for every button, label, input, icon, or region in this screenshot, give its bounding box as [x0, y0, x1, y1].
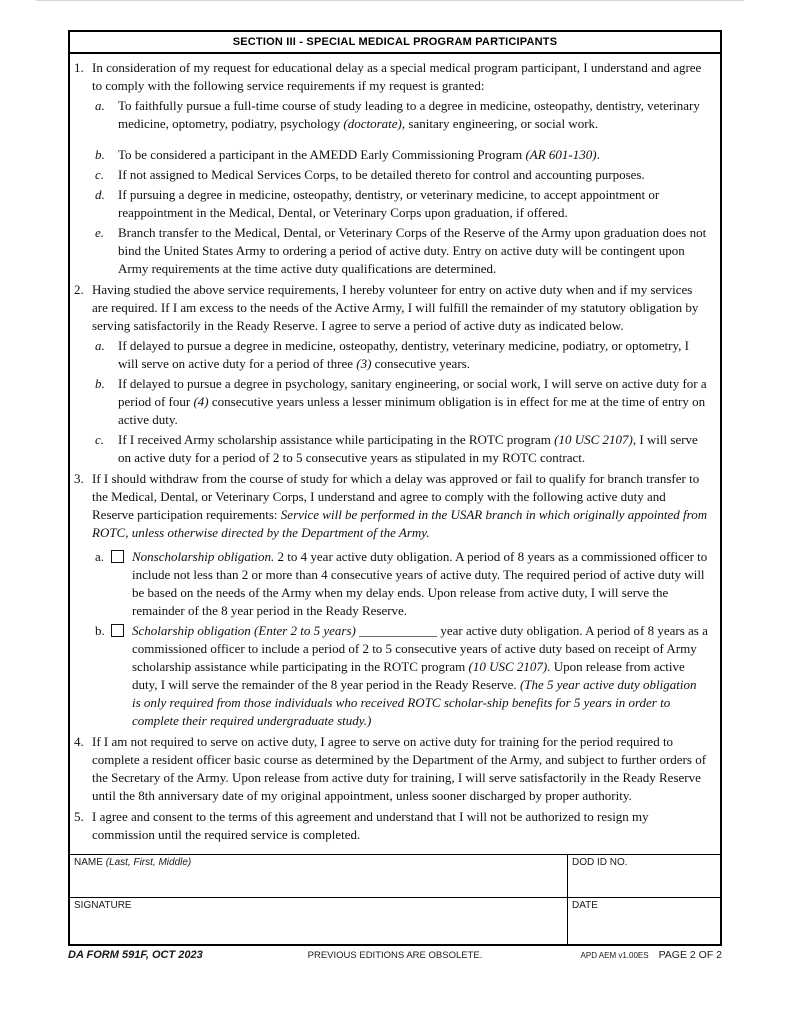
- paragraph-1b: [95, 146, 708, 164]
- item-text: [118, 431, 708, 467]
- text-segment: In consideration of my request for educational delay as a special medical program participant, I understand and agree to comply with the following service requirements if my request is granted:: [92, 60, 702, 93]
- page-indicator: PAGE 2 OF 2: [658, 949, 722, 961]
- paragraph-2b: [95, 375, 708, 429]
- text-segment: (10 USC 2107),: [554, 432, 637, 447]
- text-segment: Nonscholarship obligation.: [132, 549, 275, 564]
- signature-block: [70, 854, 720, 944]
- text-segment: sanitary engineering, or social work.: [405, 116, 599, 131]
- item-number: 4.: [74, 734, 84, 749]
- item-text: [118, 146, 708, 164]
- item-number: 1.: [74, 60, 84, 75]
- item-number: 3.: [74, 471, 84, 486]
- text-segment: If pursuing a degree in medicine, osteopathy, dentistry, or veterinary medicine, to accept appointment or reappointment in the Medical, Dental, or Veterinary Corps upon graduation, if offered.: [118, 187, 660, 220]
- paragraph-1d: [95, 186, 708, 222]
- item-text: [92, 281, 708, 335]
- paragraph-5: [74, 808, 708, 844]
- signature-row: [70, 897, 720, 944]
- text-segment: (10 USC 2107).: [468, 659, 551, 674]
- paragraph-3a: [95, 548, 708, 620]
- text-segment: consecutive years unless a lesser minimum obligation is in effect for me at the time of entry on active duty.: [118, 394, 706, 427]
- item-number: e.: [95, 225, 105, 240]
- form-number: DA FORM 591F, OCT 2023: [68, 949, 203, 961]
- name-field-cell[interactable]: [70, 855, 567, 897]
- item-text-rest: [132, 623, 708, 728]
- apd-version: APD AEM v1.00ES: [580, 951, 649, 960]
- obsolete-note: PREVIOUS EDITIONS ARE OBSOLETE.: [307, 950, 483, 961]
- paragraph-2c: [95, 431, 708, 467]
- text-segment: .: [596, 147, 600, 162]
- item-text: [92, 733, 708, 805]
- checkbox-scholarship-obligation[interactable]: [111, 624, 124, 637]
- paragraph-1e: [95, 224, 708, 278]
- text-segment: (4): [193, 394, 209, 409]
- signature-label: SIGNATURE: [74, 900, 132, 911]
- text-segment: I will serve on active duty for a period of 2 to 5 consecutive years as stipulated in my ROTC contract.: [118, 432, 698, 465]
- text-segment: Upon release from active duty, I will serve the remainder of the 8 year period in the Ready Reserve.: [132, 659, 685, 692]
- paragraph-1c: [95, 166, 708, 184]
- text-segment: Scholarship obligation (Enter 2 to 5 years): [132, 623, 356, 638]
- item-text: [92, 470, 708, 542]
- text-segment: Branch transfer to the Medical, Dental, or Veterinary Corps of the Reserve of the Army upon graduation does not bind the United States Army to ordering a period of active duty. Entry on active duty will be contingent upon Army requirements at the time active duty qualifications are determined.: [118, 225, 707, 276]
- text-segment: Service will be performed in the USAR branch in which originally appointed from ROTC, unless otherwise directed by the Department of the Army.: [92, 507, 708, 540]
- text-segment: I agree and consent to the terms of this agreement and understand that I will not be authorized to resign my commission until the required service is completed.: [92, 809, 649, 842]
- text-segment: If I am not required to serve on active duty, I agree to serve on active duty for training for the period required to complete a resident officer basic course as determined by the Department of the Army, and subject to further orders of the Secretary of the Army. Upon release from active duty for training, I will serve satisfactorily in the Ready Reserve until the 8th anniversary date of my original appointment, unless sooner discharged by proper authority.: [92, 734, 707, 803]
- item-number: b.: [95, 376, 105, 391]
- text-segment: If I should withdraw from the course of study for which a delay was approved or fail to qualify for branch transfer to the Medical, Dental, or Veterinary Corps, I understand and agree to comply with the following active duty and Reserve participation requirements:: [92, 471, 700, 522]
- paragraph-1a: [95, 97, 708, 133]
- text-segment: If delayed to pursue a degree in psychology, sanitary engineering, or social work, I will serve on active duty for a period of four: [118, 376, 707, 409]
- item-number: a.: [95, 98, 105, 113]
- paragraph-4: [74, 733, 708, 805]
- dod-id-field-cell[interactable]: [567, 855, 720, 897]
- item-text: [118, 224, 708, 278]
- item-text: [118, 166, 708, 184]
- text-segment: To be considered a participant in the AMEDD Early Commissioning Program: [118, 147, 526, 162]
- signature-field-cell[interactable]: [70, 898, 567, 944]
- text-segment: (doctorate),: [343, 116, 406, 131]
- form-container: [68, 30, 722, 961]
- section-header: SECTION III - SPECIAL MEDICAL PROGRAM PARTICIPANTS: [70, 32, 720, 54]
- section-3-form-box: [68, 30, 722, 946]
- text-segment: (3): [356, 356, 372, 371]
- text-segment: (AR 601-130): [525, 147, 597, 162]
- item-text-lead: [132, 623, 356, 638]
- text-segment: If delayed to pursue a degree in medicine, osteopathy, dentistry, veterinary medicine, podiatry, or optometry, I will serve on active duty for a period of three: [118, 338, 689, 371]
- item-text: [118, 186, 708, 222]
- date-field-cell[interactable]: [567, 898, 720, 944]
- item-number: a.: [95, 338, 105, 353]
- text-segment: If not assigned to Medical Services Corps, to be detailed thereto for control and accounting purposes.: [118, 167, 645, 182]
- text-segment: If I received Army scholarship assistance while participating in the ROTC program: [118, 432, 555, 447]
- scholarship-years-blank[interactable]: ____________: [355, 623, 441, 638]
- text-segment: Having studied the above service requirements, I hereby volunteer for entry on active duty when and if my services are required. If I am excess to the needs of the Active Army, I will fulfill the remainder of my statutory obligation by serving satisfactorily in the Ready Reserve. I agree to serve a period of active duty as indicated below.: [92, 282, 699, 333]
- item-text: [92, 808, 708, 844]
- checkbox-nonscholarship-obligation[interactable]: [111, 550, 124, 563]
- item-number: 2.: [74, 282, 84, 297]
- item-number: b.: [95, 147, 105, 162]
- dod-id-label: DOD ID NO.: [572, 857, 628, 868]
- item-number: d.: [95, 187, 105, 202]
- section-body: [70, 54, 720, 854]
- paragraph-2: [74, 281, 708, 335]
- page-footer: [68, 949, 722, 961]
- paragraph-2a: [95, 337, 708, 373]
- item-text: [92, 59, 708, 95]
- text-segment: (The 5 year active duty obligation is only required from those individuals who received ROTC scholar-ship benefits for 5 years in order to complete their required undergraduate study.): [132, 677, 697, 728]
- text-segment: To faithfully pursue a full-time course of study leading to a degree in medicine, osteopathy, dentistry, veterinary medicine, optometry, podiatry, psychology: [118, 98, 700, 131]
- name-row: [70, 855, 720, 897]
- page-top-scan-line: [36, 0, 744, 1]
- text-segment: 2 to 4 year active duty obligation. A period of 8 years as a commissioned officer to include not less than 2 or more than 4 consecutive years of active duty. The required period of active duty will be based on the needs of the Army when my delay ends. Upon release from active duty, I will serve the remainder of the 8 year period in the Ready Reserve.: [132, 549, 708, 618]
- paragraph-3: [74, 470, 708, 542]
- item-text: [118, 375, 708, 429]
- item-number: c.: [95, 167, 105, 182]
- paragraph-3b: [95, 622, 708, 730]
- name-hint: (Last, First, Middle): [105, 857, 192, 868]
- footer-right-group: [482, 949, 722, 961]
- item-number: c.: [95, 432, 105, 447]
- paragraph-1: [74, 59, 708, 95]
- name-label: NAME: [74, 857, 103, 868]
- item-number: 5.: [74, 809, 84, 824]
- item-text: [132, 622, 708, 730]
- item-number: a.: [95, 549, 105, 564]
- item-text: [118, 97, 708, 133]
- item-text: [132, 548, 708, 620]
- text-segment: consecutive years.: [371, 356, 470, 371]
- text-segment: year active duty obligation. A period of 8 years as a commissioned officer to include a period of 2 to 5 consecutive years of active duty based on receipt of Army scholarship assistance while participating in the ROTC program: [132, 623, 708, 674]
- item-number: b.: [95, 623, 105, 638]
- date-label: DATE: [572, 900, 598, 911]
- item-text: [118, 337, 708, 373]
